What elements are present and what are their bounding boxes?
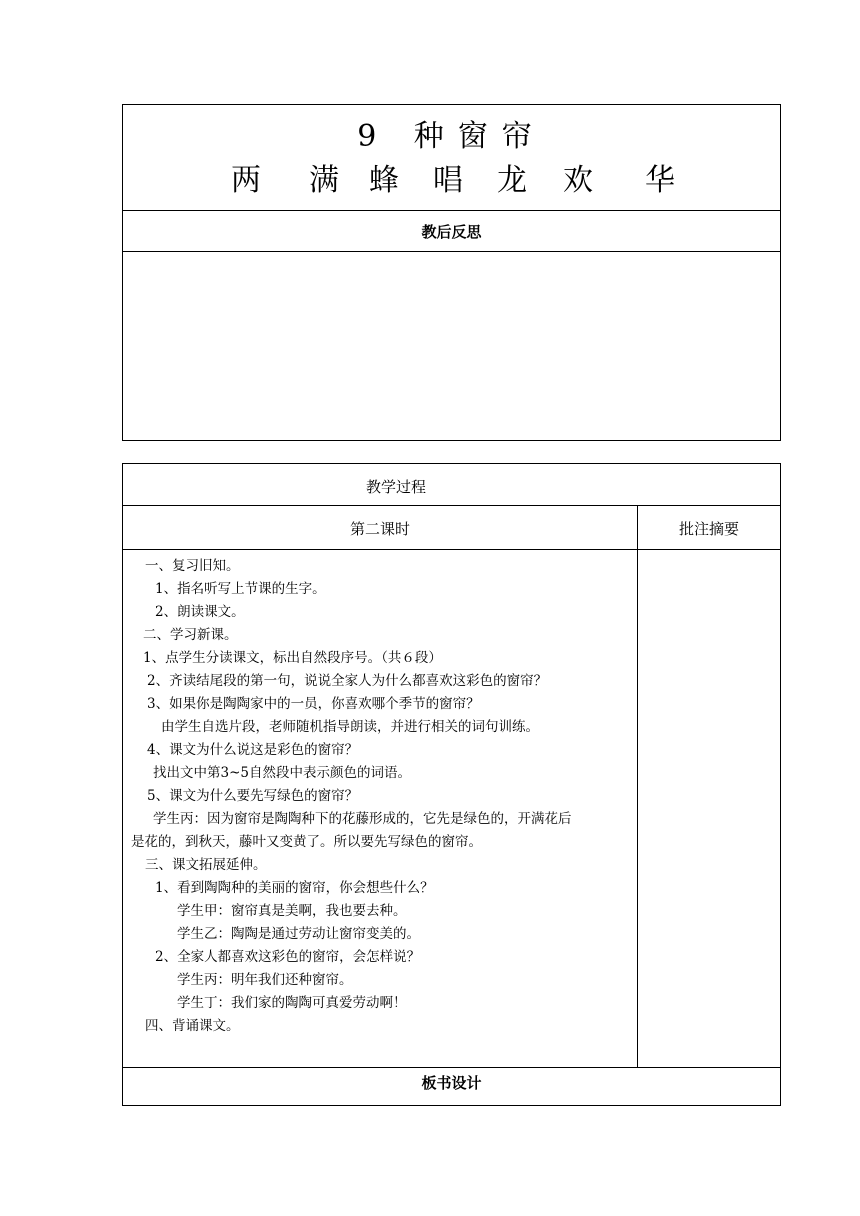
content-line: 2、齐读结尾段的第一句，说说全家人为什么都喜欢这彩色的窗帘？ xyxy=(147,673,548,689)
process-table xyxy=(122,463,781,1106)
lesson-char-2: 满 xyxy=(309,163,339,198)
content-line: 四、背诵课文。 xyxy=(145,1018,240,1034)
header-table xyxy=(122,104,781,441)
content-line: 学生丙：因为窗帘是陶陶种下的花藤形成的，它先是绿色的，开满花后 xyxy=(153,811,572,827)
lesson-period-header: 第二课时 xyxy=(349,520,410,538)
content-line: 二、学习新课。 xyxy=(143,627,238,643)
process-label: 教学过程 xyxy=(366,478,427,496)
divider xyxy=(123,505,780,506)
lesson-char-6: 欢 xyxy=(563,163,593,198)
content-line: 由学生自选片段，老师随机指导朗读，并进行相关的词句训练。 xyxy=(161,719,539,735)
content-line: 1、看到陶陶种的美丽的窗帘，你会想些什么？ xyxy=(155,880,434,896)
content-line: 一、复习旧知。 xyxy=(145,558,240,574)
content-line: 三、课文拓展延伸。 xyxy=(145,857,267,873)
lesson-char-5: 龙 xyxy=(497,163,527,198)
content-line: 5、课文为什么要先写绿色的窗帘？ xyxy=(147,788,359,804)
content-line: 是花的，到秋天，藤叶又变黄了。所以要先写绿色的窗帘。 xyxy=(131,834,482,850)
reflection-area xyxy=(123,252,780,440)
notes-header: 批注摘要 xyxy=(678,520,739,538)
divider xyxy=(123,1067,780,1068)
lesson-char-1: 两 xyxy=(231,163,261,198)
content-line: 2、朗读课文。 xyxy=(155,604,245,620)
column-divider xyxy=(637,505,638,1067)
lesson-title: 9 种窗帘 xyxy=(357,119,546,154)
content-line: 3、如果你是陶陶家中的一员，你喜欢哪个季节的窗帘？ xyxy=(147,696,480,712)
content-line: 找出文中第3~5自然段中表示颜色的词语。 xyxy=(153,765,411,781)
content-line: 学生乙：陶陶是通过劳动让窗帘变美的。 xyxy=(177,926,420,942)
content-line: 1、点学生分读课文，标出自然段序号。（共６段） xyxy=(143,650,442,666)
lesson-char-3: 蜂 xyxy=(369,163,399,198)
lesson-char-7: 华 xyxy=(645,163,675,198)
content-line: 1、指名听写上节课的生字。 xyxy=(155,581,326,597)
reflection-label: 教后反思 xyxy=(421,223,482,241)
content-line: 学生甲：窗帘真是美啊，我也要去种。 xyxy=(177,903,407,919)
divider xyxy=(123,210,780,211)
divider xyxy=(123,549,780,550)
content-line: 2、全家人都喜欢这彩色的窗帘，会怎样说？ xyxy=(155,949,421,965)
content-line: 4、课文为什么说这是彩色的窗帘？ xyxy=(147,742,359,758)
lesson-char-4: 唱 xyxy=(433,163,463,198)
content-line: 学生丁：我们家的陶陶可真爱劳动啊！ xyxy=(177,995,407,1011)
board-design-label: 板书设计 xyxy=(421,1074,482,1092)
content-line: 学生丙：明年我们还种窗帘。 xyxy=(177,972,353,988)
